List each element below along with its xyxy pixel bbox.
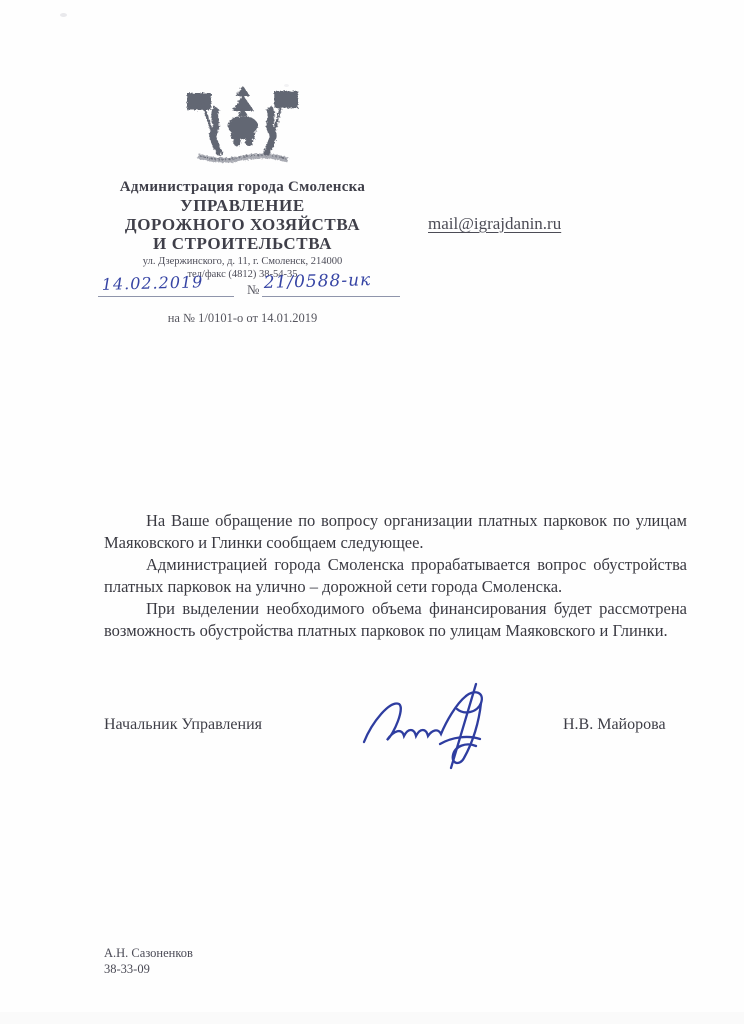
scan-artifact-band bbox=[0, 1012, 744, 1024]
letterhead bbox=[75, 86, 410, 281]
smolensk-coat-of-arms-icon bbox=[184, 86, 302, 170]
outgoing-number-field bbox=[262, 270, 400, 297]
signatory-position-title: Начальник Управления bbox=[104, 716, 262, 733]
letter-body bbox=[104, 510, 687, 642]
in-reply-to-reference: на № 1/0101-о от 14.01.2019 bbox=[167, 311, 318, 325]
org-name-line2: УПРАВЛЕНИЕ bbox=[180, 196, 305, 215]
body-paragraph: При выделении необходимого объема финансирования будет рассмотрена возможность обустройства платных парковок по улицам Маяковского и Глинки. bbox=[104, 599, 687, 640]
org-phone: тел/факс (4812) 38-54-35 bbox=[187, 268, 298, 280]
scan-speck bbox=[60, 13, 67, 17]
org-name-line1: Администрация города Смоленска bbox=[119, 179, 366, 195]
recipient-email: mail@igrajdanin.ru bbox=[428, 214, 562, 233]
outgoing-date-field bbox=[98, 272, 234, 297]
signatory-name: Н.В. Майорова bbox=[563, 716, 666, 733]
handwritten-signature-icon bbox=[352, 678, 522, 774]
org-name-line4: И СТРОИТЕЛЬСТВА bbox=[153, 234, 332, 253]
body-paragraph: На Ваше обращение по вопросу организации платных парковок по улицам Маяковского и Глинки сообщаем следующее. bbox=[104, 511, 687, 552]
body-paragraph: Администрацией города Смоленска прорабатывается вопрос обустройства платных парковок на улично – дорожной сети города Смоленска. bbox=[104, 555, 687, 596]
executor-name: А.Н. Сазоненков bbox=[104, 946, 193, 960]
executor-phone: 38-33-09 bbox=[104, 962, 150, 976]
org-address: ул. Дзержинского, д. 11, г. Смоленск, 214000 bbox=[142, 256, 343, 267]
executor-footer bbox=[104, 945, 193, 977]
org-name-line3: ДОРОЖНОГО ХОЗЯЙСТВА bbox=[124, 215, 361, 234]
handwritten-date: 14.02.2019 bbox=[101, 272, 204, 294]
number-sign-label: № bbox=[247, 282, 260, 297]
handwritten-number: 21/0588-ик bbox=[263, 270, 372, 293]
